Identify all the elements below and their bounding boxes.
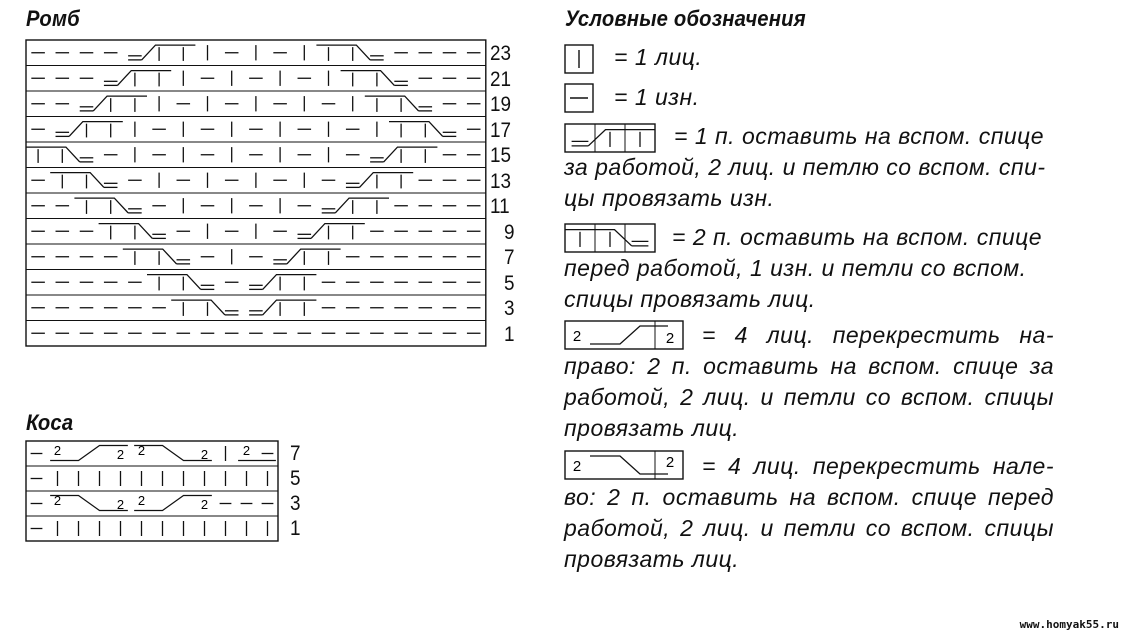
- romb-row-number: 15: [490, 144, 512, 167]
- romb-row-number: 7: [504, 246, 515, 269]
- cable-label: 2: [137, 442, 146, 458]
- romb-row-number: 19: [490, 93, 512, 116]
- legend-line: спицы провязать лиц.: [564, 286, 816, 312]
- cable-label: 2: [572, 328, 582, 345]
- cable-label: 2: [200, 447, 209, 462]
- cable-label: 2: [242, 442, 251, 458]
- romb-row-number: 5: [504, 271, 515, 295]
- romb-row-number: 3: [504, 297, 515, 320]
- cable-label: 2: [665, 330, 675, 347]
- romb-row-number: 9: [504, 220, 515, 244]
- kosa-title: Коса: [26, 410, 74, 435]
- romb-row-number: 21: [490, 67, 512, 91]
- legend-line: работой, 2 лиц. и петли со вспом. спицы: [564, 515, 1054, 541]
- legend-line: во: 2 п. оставить на вспом. спице перед: [564, 484, 1054, 510]
- romb-row-number: 1: [504, 322, 515, 346]
- cable-label: 2: [116, 497, 125, 512]
- legend-item-cross-1: [564, 121, 1046, 214]
- romb-title: Ромб: [26, 6, 80, 31]
- cable-label: 2: [200, 497, 209, 512]
- legend-item-knit: [614, 42, 702, 73]
- kosa-row-number: 5: [290, 467, 301, 490]
- legend-line: = 1 изн.: [614, 84, 700, 110]
- cable-label: 2: [53, 492, 62, 508]
- cable-label: 2: [572, 458, 582, 475]
- romb-row-number: 13: [490, 169, 512, 193]
- romb-row-number: 23: [490, 42, 512, 65]
- legend-item-cross-2: [564, 222, 1042, 315]
- legend-line: = 1 лиц.: [614, 44, 703, 70]
- legend-line: провязать лиц.: [564, 546, 740, 572]
- legend-line: перед работой, 1 изн. и петли со вспом.: [564, 255, 1027, 281]
- cable-label: 2: [53, 442, 62, 458]
- legend-item-cross-left: [564, 451, 1054, 575]
- legend-line: цы провязать изн.: [564, 185, 775, 211]
- legend-line: = 4 лиц. перекрестить на-: [702, 322, 1054, 348]
- legend-line: = 4 лиц. перекрестить нале-: [702, 453, 1054, 479]
- kosa-row-number: 7: [290, 442, 301, 465]
- legend-item-purl: [614, 82, 700, 113]
- romb-row-number: 17: [490, 118, 512, 142]
- watermark: www.homyak55.ru: [1019, 618, 1119, 631]
- legend-line: работой, 2 лиц. и петли со вспом. спицы: [564, 384, 1054, 410]
- kosa-row-number: 1: [290, 517, 301, 540]
- legend-line: право: 2 п. оставить на вспом. спице за: [564, 353, 1054, 379]
- legend-item-cross-right: [564, 320, 1054, 444]
- legend-line: провязать лиц.: [564, 415, 740, 441]
- legend-line: за работой, 2 лиц. и петлю со вспом. спи-: [564, 154, 1046, 180]
- legend-line: = 1 п. оставить на вспом. спице: [674, 123, 1045, 149]
- romb-row-number: 11: [490, 195, 510, 218]
- cable-label: 2: [116, 447, 125, 462]
- cable-label: 2: [137, 492, 146, 508]
- legend-title: Условные обозначения: [565, 6, 806, 31]
- legend-line: = 2 п. оставить на вспом. спице: [672, 224, 1043, 250]
- kosa-row-number: 3: [290, 492, 301, 515]
- cable-label: 2: [665, 454, 675, 471]
